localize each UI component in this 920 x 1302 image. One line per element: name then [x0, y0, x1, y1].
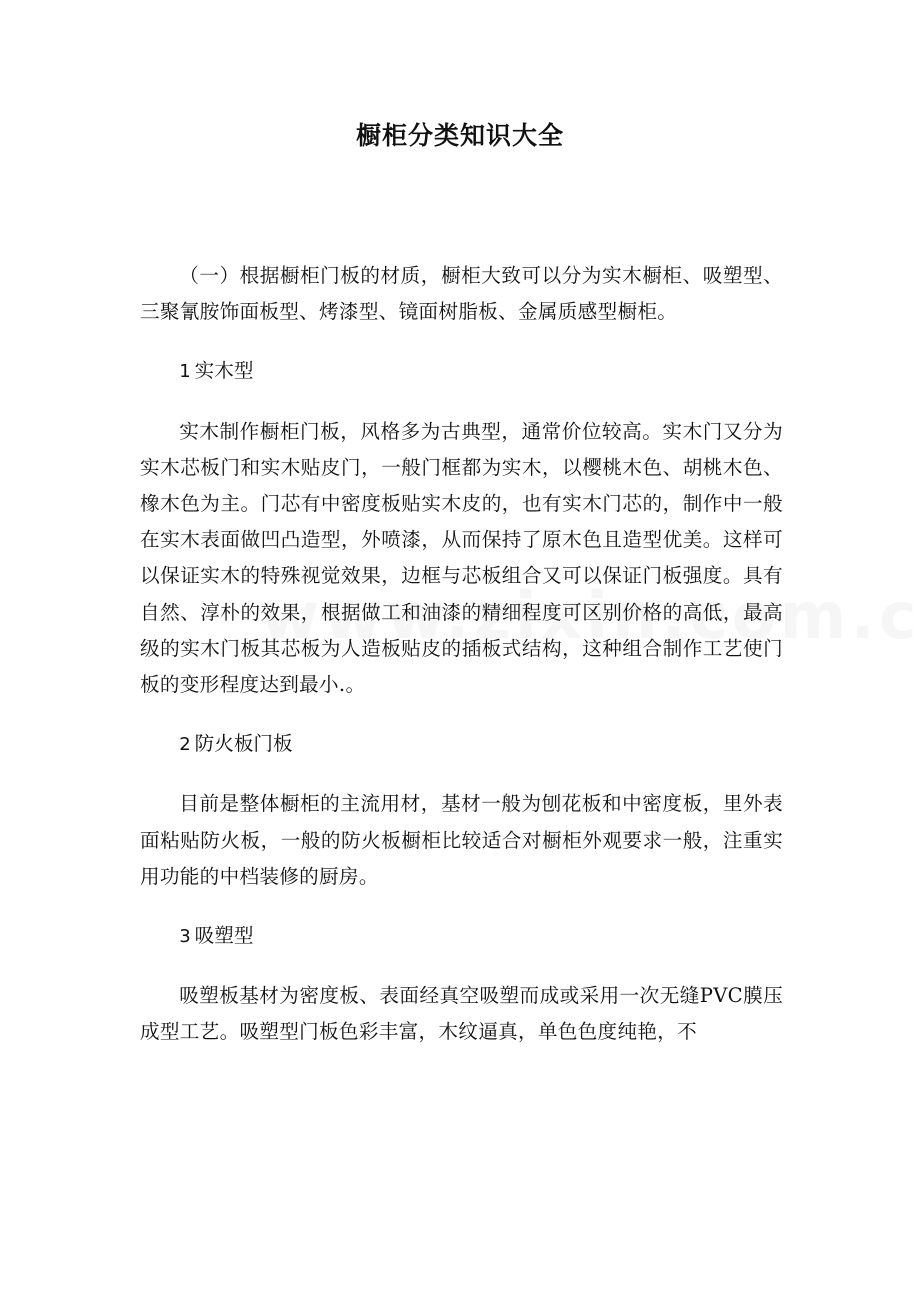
- section-number: 3: [179, 926, 191, 948]
- section-heading-text: 防火板门板: [194, 732, 293, 756]
- section-number: 2: [179, 734, 191, 756]
- section-number: 1: [179, 361, 191, 383]
- document-title: 橱柜分类知识大全: [355, 121, 564, 150]
- section-heading-3: [140, 918, 783, 955]
- section-heading-1: [140, 353, 783, 390]
- section-paragraph-3: 吸塑板基材为密度板、表面经真空吸塑而成或采用一次无缝PVC膜压成型工艺。吸塑型门板色彩丰富，木纹逼真，单色色度纯艳，不: [140, 984, 783, 1044]
- section-paragraph-1: 实木制作橱柜门板，风格多为古典型，通常价位较高。实木门又分为实木芯板门和实木贴皮门，一般门框都为实木，以樱桃木色、胡桃木色、橡木色为主。门芯有中密度板贴实木皮的，也有实木门芯的，制作中一般在实木表面做凹凸造型，外喷漆，从而保持了原木色且造型优美。这样可以保证实木的特殊视觉效果，边框与芯板组合又可以保证门板强度。具有自然、淳朴的效果，根据做工和油漆的精细程度可区别价格的高低，最高级的实木门板其芯板为人造板贴皮的插板式结构，这种组合制作工艺使门板的变形程度达到最小.。: [140, 419, 783, 697]
- intro-paragraph: （一）根据橱柜门板的材质，橱柜大致可以分为实木橱柜、吸塑型、三聚氰胺饰面板型、烤漆型、镜面树脂板、金属质感型橱柜。: [140, 264, 783, 324]
- section-heading-text: 吸塑型: [194, 924, 254, 948]
- section-paragraph-2: 目前是整体橱柜的主流用材，基材一般为刨花板和中密度板，里外表面粘贴防火板，一般的防火板橱柜比较适合对橱柜外观要求一般，注重实用功能的中档装修的厨房。: [140, 792, 783, 888]
- section-heading-2: [140, 726, 783, 763]
- document-body: [140, 258, 783, 1074]
- section-heading-text: 实木型: [194, 359, 254, 383]
